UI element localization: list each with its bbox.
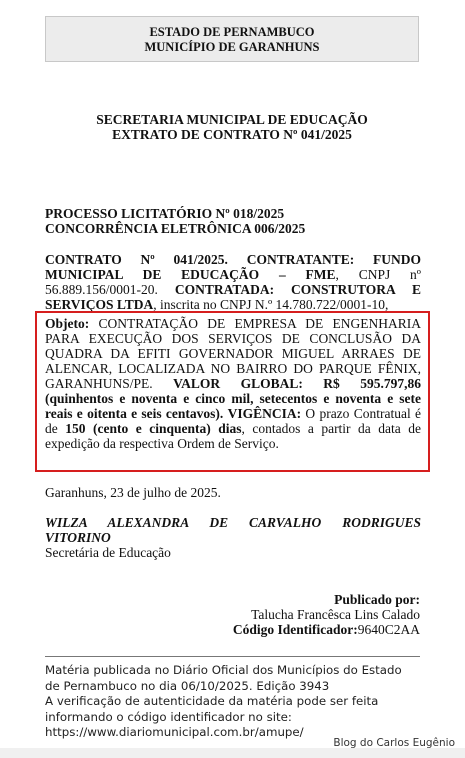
identifier-code: 9640C2AA [357,622,420,637]
process-number: PROCESSO LICITATÓRIO Nº 018/2025 [45,206,285,221]
contracted-cnpj: , inscrita no CNPJ N.º 14.780.722/0001-10, [153,297,389,312]
municipality-name: MUNICÍPIO DE GARANHUNS [144,40,320,54]
contract-paragraph [45,252,421,312]
contractor-cnpj: , CNPJ nº 56.889.156/0001-20. [45,267,421,297]
secretariat-title: SECRETARIA MUNICIPAL DE EDUCAÇÃO [96,112,368,127]
publisher-name: Taluchа Francêsca Lins Calado [251,607,420,622]
global-value-words: (quinhentos e noventa e cinco mil, setecentos e noventa e sete reais e oitenta e seis centavos). [45,391,421,421]
signatory-name: WILZA ALEXANDRA DE CARVALHO RODRIGUES [45,515,421,530]
footer-url[interactable]: https://www.diariomunicipal.com.br/amupe/ [45,725,304,739]
object-text: CONTRATAÇÃO DE EMPRESA DE ENGENHARIA PARA EXECUÇÃO DOS SERVIÇOS DE CONCLUSÃO DA QUADRA DA EFITI GOVERNADOR MIGUEL ARRAES DE ALENCAR, LOCALIZADA NO BAIRRO DO PARQUE FÊNIX, GARANHUNS/PE. [45,316,421,391]
contracted-label: CONTRATADA: CONSTRUTORA E SERVIÇOS LTDA [45,282,421,312]
code-label: Código Identificador: [232,622,358,637]
vigencia-text: O prazo Contratual é de [45,406,421,436]
document-title [45,112,419,142]
vigencia-text-end: , contados a partir da data de expedição da respectiva Ordem de Serviço. [45,421,422,451]
vigencia-label: VIGÊNCIA: [227,406,302,421]
signatory-role: Secretária de Educação [45,545,171,560]
publication-block [233,592,420,637]
process-info [45,206,419,236]
contract-label: CONTRATO Nº 041/2025. CONTRATANTE: [45,252,355,267]
competition-number: CONCORRÊNCIA ELETRÔNICA 006/2025 [45,221,306,236]
footer-line-3: A verificação de autenticidade da matéria pode ser feita [45,694,379,708]
divider [45,656,420,657]
signatory-name-cont: VITORINO [45,530,111,545]
published-by-label: Publicado por: [334,592,420,607]
object-paragraph [45,316,421,451]
footer-line-2: de Pernambuco no dia 06/10/2025. Edição 3943 [45,678,330,693]
state-name: ESTADO DE PERNAMBUCO [149,25,315,39]
blog-watermark: Blog do Carlos Eugênio [333,737,455,749]
date-line: Garanhuns, 23 de julho de 2025. [45,485,221,500]
header-box [45,16,419,62]
object-label: Objeto: [45,316,90,331]
contract-extract-title: EXTRATO DE CONTRATO Nº 041/2025 [112,127,352,142]
global-value-label: VALOR GLOBAL: R$ 595.797,86 [173,376,422,391]
footer-note [45,663,425,741]
bottom-bar [0,748,465,758]
vigencia-duration: 150 (cento e cinquenta) dias [65,421,242,436]
footer-line-1: Matéria publicada no Diário Oficial dos Municípios do Estado [45,663,402,677]
contractor-name: FUNDO MUNICIPAL DE EDUCAÇÃO – FME [45,252,421,282]
footer-line-4: informando o código identificador no site: [45,709,292,724]
